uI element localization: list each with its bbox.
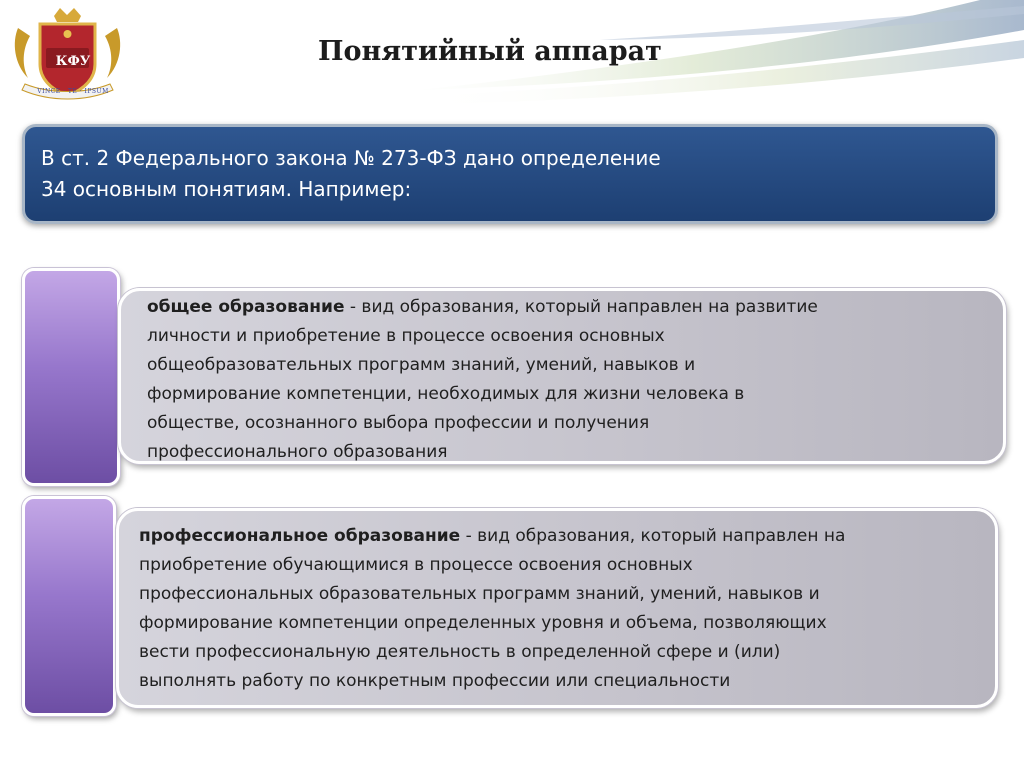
definition-first-line bbox=[139, 522, 981, 551]
page-title: Понятийный аппарат bbox=[318, 36, 662, 67]
definition-line: вести профессиональную деятельность в определенной сфере и (или) bbox=[139, 642, 781, 662]
definition-card-professional-education bbox=[116, 508, 998, 708]
definition-line: профессиональных образовательных программ знаний, умений, навыков и bbox=[139, 584, 820, 604]
definition-line: обществе, осознанного выбора профессии и получения bbox=[147, 413, 650, 433]
intro-line: 34 основным понятиям. Например: bbox=[41, 177, 412, 201]
intro-line: В ст. 2 Федерального закона № 273-ФЗ дано определение bbox=[41, 146, 661, 170]
definition-line: профессионального образования bbox=[147, 442, 448, 462]
definition-text: - вид образования, который направлен на развитие bbox=[344, 297, 818, 317]
definition-line: формирование компетенции определенных уровня и объема, позволяющих bbox=[139, 613, 827, 633]
logo-motto: VINCE · TE · IPSUM bbox=[37, 88, 109, 95]
definition-line: выполнять работу по конкретным профессии или специальности bbox=[139, 671, 731, 691]
definition-line: личности и приобретение в процессе освоения основных bbox=[147, 326, 665, 346]
university-logo bbox=[10, 6, 125, 104]
definition-line: общеобразовательных программ знаний, умений, навыков и bbox=[147, 355, 696, 375]
definition-term: профессиональное образование bbox=[139, 526, 461, 546]
intro-box bbox=[22, 124, 998, 224]
definition-line: приобретение обучающимися в процессе освоения основных bbox=[139, 555, 693, 575]
definition-text: - вид образования, который направлен на bbox=[460, 526, 846, 546]
definition-tab-2 bbox=[22, 496, 116, 716]
logo-text: КФУ bbox=[55, 54, 91, 69]
definition-card-general-education bbox=[118, 288, 1006, 464]
definition-term: общее образование bbox=[147, 297, 345, 317]
definition-tab-1 bbox=[22, 268, 120, 486]
definition-first-line bbox=[147, 293, 983, 322]
definition-line: формирование компетенции, необходимых для жизни человека в bbox=[147, 384, 745, 404]
